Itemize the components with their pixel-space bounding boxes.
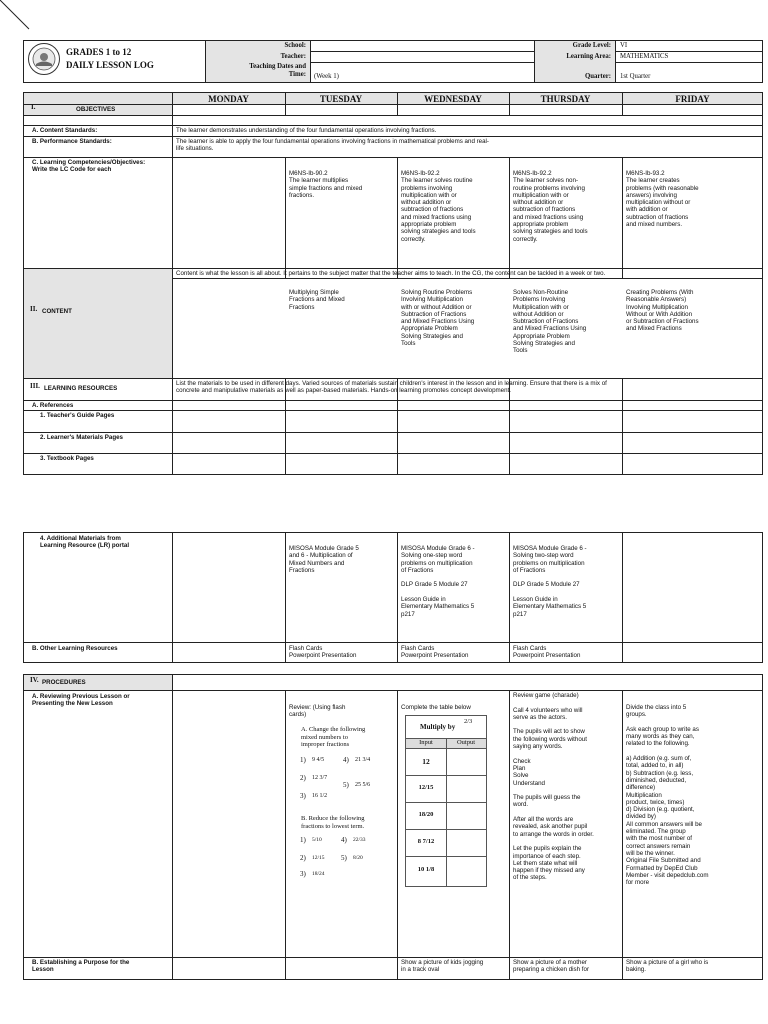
title-line1: GRADES 1 to 12 (66, 47, 132, 57)
grade-level-label: Grade Level: (572, 42, 611, 49)
purpose-thursday: Show a picture of a mother preparing a chicken dish for (513, 959, 590, 974)
worksheet-a-item-1: 1) (300, 756, 306, 764)
day-header-wednesday: WEDNESDAY (424, 94, 482, 104)
worksheet-b-value-5: 8/20 (353, 855, 363, 861)
purpose-label: B. Establishing a Purpose for the Lesson (32, 959, 130, 974)
multiply-by-label: Multiply by (420, 723, 456, 731)
deped-seal-icon (27, 42, 61, 76)
input-value-2: 12/15 (418, 784, 434, 791)
other-wednesday: Flash Cards Powerpoint Presentation (401, 645, 469, 660)
worksheet-b-item-2: 2) (300, 854, 306, 862)
day-header-friday: FRIDAY (675, 94, 710, 104)
input-value-4: 8 7/12 (417, 838, 435, 845)
purpose-wednesday: Show a picture of kids jogging in a track oval (401, 959, 484, 974)
learning-area-value: MATHEMATICS (620, 53, 669, 60)
tuesday-review-text: Review: (Using flash cards) (289, 704, 346, 719)
resources-roman: III. (30, 382, 40, 390)
content-standards-label: A. Content Standards: (32, 127, 98, 134)
tuesday-worksheet-image (295, 725, 393, 905)
worksheet-a-item-4: 4) (343, 756, 349, 764)
friday-review-text: Divide the class into 5 groups. Ask each group to write as many words as they can, related to the following. a) Addition (e.g. sum of, total, added to, in all) b) Subtraction (e.g. less, diminished, deducted, difference) Multiplication product, twice, times) d) Division (e.g. quotient, divided by) All common answers will be eliminated. The group with the most number of correct answers remain will be the winner. Original File Submitted and Formatted by DepEd Club Member - visit depedclub.com for more (626, 704, 709, 887)
competency-friday: M6NS-Ib-93.2 The learner creates problems (with reasonable answers) involving multiplication without or with addition or subtraction of fractions and mixed numbers. (626, 170, 699, 229)
worksheet-a-item-3: 3) (300, 792, 306, 800)
school-label: School: (284, 42, 306, 49)
reviewing-label: A. Reviewing Previous Lesson or Presenting the New Lesson (32, 693, 130, 708)
tg-label: 1. Teacher's Guide Pages (40, 412, 115, 419)
resources-heading: LEARNING RESOURCES (44, 385, 118, 392)
additional-tuesday: MISOSA Module Grade 5 and 6 - Multiplication of Mixed Numbers and Fractions (289, 545, 359, 574)
worksheet-a-item-5: 5) (343, 781, 349, 789)
lm-label: 2. Learner's Materials Pages (40, 434, 123, 441)
resources-note: List the materials to be used in different days. Varied sources of materials sustain children's interest in the lesson and in learning. Ensure that there is a mix of concrete and manipulative materials as well as paper-based materials. Hands-on learning promotes concept development. (176, 380, 607, 395)
procedures-roman: IV. (30, 676, 39, 684)
purpose-friday: Show a picture of a girl who is baking. (626, 959, 709, 974)
input-header: Input (419, 739, 433, 746)
additional-materials-label: 4. Additional Materials from Learning Resource (LR) portal (40, 535, 130, 550)
other-resources-label: B. Other Learning Resources (32, 645, 118, 652)
input-value-1: 12 (422, 757, 430, 766)
objectives-roman: I. (31, 103, 36, 111)
competency-wednesday: M6NS-Ib-92.2 The learner solves routine problems involving multiplication with or without addition or subtraction of fractions and mixed fractions using appropriate problem solving strategies and tools correctly. (401, 170, 476, 243)
worksheet-a-value-1: 9 4/5 (312, 757, 325, 763)
dates-value: (Week 1) (314, 73, 339, 80)
competencies-label: C. Learning Competencies/Objectives: Write the LC Code for each (32, 159, 146, 174)
dates-label: Teaching Dates and Time: (249, 63, 306, 78)
worksheet-b-value-4: 22/33 (353, 837, 366, 843)
performance-standards-text: The learner is able to apply the four fundamental operations involving fractions in mathematical problems and real- life situations. (176, 138, 489, 153)
worksheet-b-item-4: 4) (341, 836, 347, 844)
content-wednesday: Solving Routine Problems Involving Multiplication with or without Addition or Subtraction of Fractions and Mixed Fractions Using Appropriate Problem Solving Strategies and Tools (401, 289, 475, 348)
worksheet-b-value-3: 18/24 (312, 871, 325, 877)
input-value-3: 18/20 (418, 811, 434, 818)
worksheet-a-value-4: 21 3/4 (355, 757, 371, 763)
content-note: Content is what the lesson is all about. It pertains to the subject matter that the teacher aims to teach. In the CG, the content can be tackled in a week or two. (176, 270, 606, 277)
quarter-value: 1st Quarter (620, 73, 651, 80)
worksheet-b-item-1: 1) (300, 836, 306, 844)
worksheet-a-value-3: 16 1/2 (312, 793, 328, 799)
additional-thursday: MISOSA Module Grade 6 - Solving two-step word problems on multiplication of Fractions DLP Grade 5 Module 27 Lesson Guide in Elementary Mathematics 5 p217 (513, 545, 587, 618)
content-standards-text: The learner demonstrates understanding of the four fundamental operations involving fractions. (176, 127, 437, 134)
content-heading: CONTENT (42, 308, 72, 315)
worksheet-b-value-1: 5/10 (312, 837, 322, 843)
references-label: A. References (32, 402, 74, 409)
title-line2: DAILY LESSON LOG (66, 60, 154, 70)
content-friday: Creating Problems (With Reasonable Answers) Involving Multiplication Without or With Addition or Subtraction of Fractions and Mixed Fractions (626, 289, 699, 333)
worksheet-part-b: B. Reduce the following fractions to lowest term. (301, 815, 365, 830)
output-header: Output (456, 739, 476, 746)
textbook-label: 3. Textbook Pages (40, 455, 94, 462)
day-header-thursday: THURSDAY (540, 94, 591, 104)
worksheet-part-a: A. Change the following mixed numbers to improper fractions (301, 726, 366, 748)
content-thursday: Solves Non-Routine Problems Involving Multiplication with or without Addition or Subtraction of Fractions and Mixed Fractions Using Appropriate Problem Solving Strategies and Tools (513, 289, 587, 355)
teacher-label: Teacher: (280, 53, 306, 60)
learning-area-label: Learning Area: (566, 53, 611, 60)
thursday-review-text: Review game (charade) Call 4 volunteers who will serve as the actors. The pupils will act to show the following words without saying any words. Check Plan Solve Understand The pupils will guess the word. After all the words are revealed, ask another pupil to arrange the words in order. Let the pupils explain the importance of each step. Let them state what will happen if they missed any of the steps. (513, 692, 594, 882)
objectives-heading: OBJECTIVES (76, 106, 116, 113)
competency-thursday: M6NS-Ib-92.2 The learner solves non- routine problems involving multiplication with or without addition or subtraction of fractions and mixed fractions using appropriate problem solving strategies and tools correctly. (513, 170, 588, 243)
additional-wednesday: MISOSA Module Grade 6 - Solving one-step word problems on multiplication of Fractions DLP Grade 5 Module 27 Lesson Guide in Elementary Mathematics 5 p217 (401, 545, 475, 618)
worksheet-b-item-5: 5) (341, 854, 347, 862)
wednesday-intro: Complete the table below (401, 704, 471, 711)
other-tuesday: Flash Cards Powerpoint Presentation (289, 645, 357, 660)
lesson-table-resources-cont (23, 532, 763, 663)
worksheet-b-item-3: 3) (300, 870, 306, 878)
multiply-table (405, 715, 487, 887)
competency-tuesday: M6NS-Ib-90.2 The learner multiplies simple fractions and mixed fractions. (289, 170, 363, 199)
quarter-label: Quarter: (584, 73, 611, 80)
page-corner-line (0, 0, 40, 40)
content-tuesday: Multiplying Simple Fractions and Mixed Fractions (289, 289, 345, 311)
worksheet-a-item-2: 2) (300, 774, 306, 782)
worksheet-b-value-2: 12/15 (312, 855, 325, 861)
content-roman: II. (30, 305, 38, 313)
other-thursday: Flash Cards Powerpoint Presentation (513, 645, 581, 660)
multiply-by-fraction: 2/3 (464, 718, 473, 725)
performance-standards-label: B. Performance Standards: (32, 138, 112, 145)
day-header-tuesday: TUESDAY (319, 94, 363, 104)
grade-level-value: VI (620, 42, 628, 49)
worksheet-a-value-2: 12 3/7 (312, 775, 328, 781)
procedures-heading: PROCEDURES (42, 679, 86, 686)
input-value-5: 10 1/8 (417, 866, 435, 873)
day-header-monday: MONDAY (208, 94, 249, 104)
worksheet-a-value-5: 25 5/6 (355, 782, 371, 788)
